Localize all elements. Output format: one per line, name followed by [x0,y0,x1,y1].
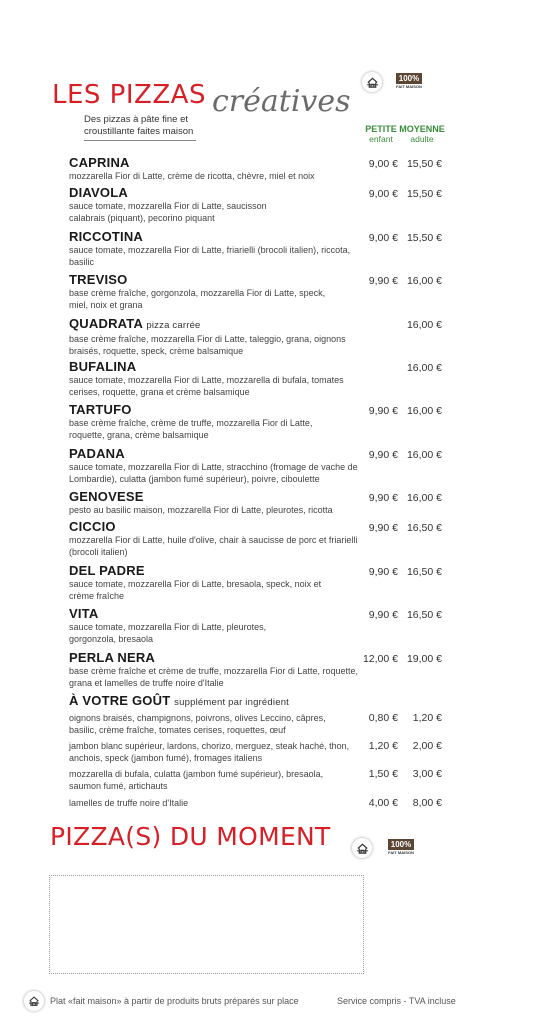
menu-item: TREVISO base crème fraîche, gorgonzola, mozzarella Fior di Latte, speck, miel, noix et grana [69,272,326,310]
fait-maison-house-icon [24,991,44,1011]
price-petite: 9,00 € [368,188,398,200]
supplements-heading: À VOTRE GOÛT supplément par ingrédient [69,693,290,708]
price-moyenne: 16,50 € [406,522,442,534]
page-title-script: créatives [212,84,351,119]
price-petite: 9,90 € [368,275,398,287]
moment-title: PIZZA(S) DU MOMENT [50,822,331,851]
price-petite: 1,50 € [368,768,398,780]
footer-fait-maison: Plat «fait maison» à partir de produits bruts préparés sur place [50,996,299,1006]
footer-service: Service compris - TVA incluse [337,996,456,1006]
price-petite: 1,20 € [368,740,398,752]
subtitle-divider [84,140,196,141]
price-moyenne: 16,00 € [406,405,442,417]
page-title: LES PIZZAS [52,80,206,110]
menu-item: TARTUFO base crème fraîche, crème de truffe, mozzarella Fior di Latte, roquette, grana, crème balsamique [69,402,313,440]
price-petite: 9,00 € [368,158,398,170]
price-petite: 9,90 € [368,405,398,417]
price-petite: 9,90 € [368,522,398,534]
price-petite: 9,90 € [368,609,398,621]
price-petite: 12,00 € [362,653,398,665]
menu-item: BUFALINA sauce tomate, mozzarella Fior di Latte, mozzarella di bufala, tomates cerises, roquette, grana et crème balsamique [69,359,344,397]
menu-item: PADANA sauce tomate, mozzarella Fior di Latte, stracchino (fromage de vache de Lombardie), culatta (jambon fumé supérieur), poivre, ciboulette [69,446,358,484]
badge-label: FAIT MAISON [396,84,422,89]
supplement-row: oignons braisés, champignons, poivrons, olives Leccino, câpres, basilic, crème fraîche, tomates cerises, roquettes, œuf [69,713,326,735]
price-moyenne: 1,20 € [412,712,442,724]
menu-item: GENOVESE pesto au basilic maison, mozzarella Fior di Latte, pleurotes, ricotta [69,489,333,515]
supplement-row: mozzarella di bufala, culatta (jambon fumé supérieur), bresaola, saumon fumé, artichauts [69,769,324,791]
price-moyenne: 15,50 € [406,188,442,200]
supplement-row: jambon blanc supérieur, lardons, chorizo, merguez, steak haché, thon, anchois, speck (jambon fumé), fromages italiens [69,741,350,763]
price-moyenne: 16,50 € [406,609,442,621]
price-moyenne: 16,00 € [406,275,442,287]
price-moyenne: 16,00 € [406,319,442,331]
fait-maison-house-icon [362,72,382,92]
menu-item: VITA sauce tomate, mozzarella Fior di Latte, pleurotes, gorgonzola, bresaola [69,606,267,644]
price-petite: 4,00 € [368,797,398,809]
menu-item: QUADRATA pizza carrée base crème fraîche, mozzarella Fior di Latte, taleggio, grana, oignons braisés, roquette, speck, crème balsamique [69,316,346,356]
price-moyenne: 16,00 € [406,492,442,504]
price-petite: 9,00 € [368,232,398,244]
price-moyenne: 19,00 € [406,653,442,665]
menu-item: RICCOTINA sauce tomate, mozzarella Fior di Latte, friarielli (brocoli italien), riccota, basilic [69,229,351,267]
price-petite: 9,90 € [368,492,398,504]
price-moyenne: 15,50 € [406,232,442,244]
price-moyenne: 2,00 € [412,740,442,752]
badge-percent: 100% [396,73,422,84]
fait-maison-badge [388,839,414,856]
price-petite: 9,90 € [368,449,398,461]
price-moyenne: 15,50 € [406,158,442,170]
moment-box [49,875,364,974]
price-moyenne: 8,00 € [412,797,442,809]
badge-label: FAIT MAISON [388,850,414,855]
supplement-row: lamelles de truffe noire d'Italie [69,798,189,808]
column-moyenne: MOYENNE adulte [399,124,445,144]
menu-item: PERLA NERA base crème fraîche et crème de truffe, mozzarella Fior di Latte, roquette, grana et lamelles de truffe noire d'Italie [69,650,358,688]
price-moyenne: 3,00 € [412,768,442,780]
fait-maison-badge [396,73,422,90]
price-moyenne: 16,00 € [406,362,442,374]
menu-item: DIAVOLA sauce tomate, mozzarella Fior di Latte, saucisson calabrais (piquant), pecorino piquant [69,185,267,223]
subtitle: Des pizzas à pâte fine et croustillante faites maison [84,114,194,137]
menu-item: CICCIO mozzarella Fior di Latte, huile d'olive, chair à saucisse de porc et friarielli (brocoli italien) [69,519,358,557]
price-moyenne: 16,50 € [406,566,442,578]
column-petite: PETITE enfant [365,124,397,144]
price-moyenne: 16,00 € [406,449,442,461]
menu-item: CAPRINA mozzarella Fior di Latte, crème de ricotta, chèvre, miel et noix [69,155,315,181]
badge-percent: 100% [388,839,414,850]
price-petite: 9,90 € [368,566,398,578]
menu-item: DEL PADRE sauce tomate, mozzarella Fior di Latte, bresaola, speck, noix et crème fraîche [69,563,322,601]
fait-maison-house-icon [352,838,372,858]
price-petite: 0,80 € [368,712,398,724]
